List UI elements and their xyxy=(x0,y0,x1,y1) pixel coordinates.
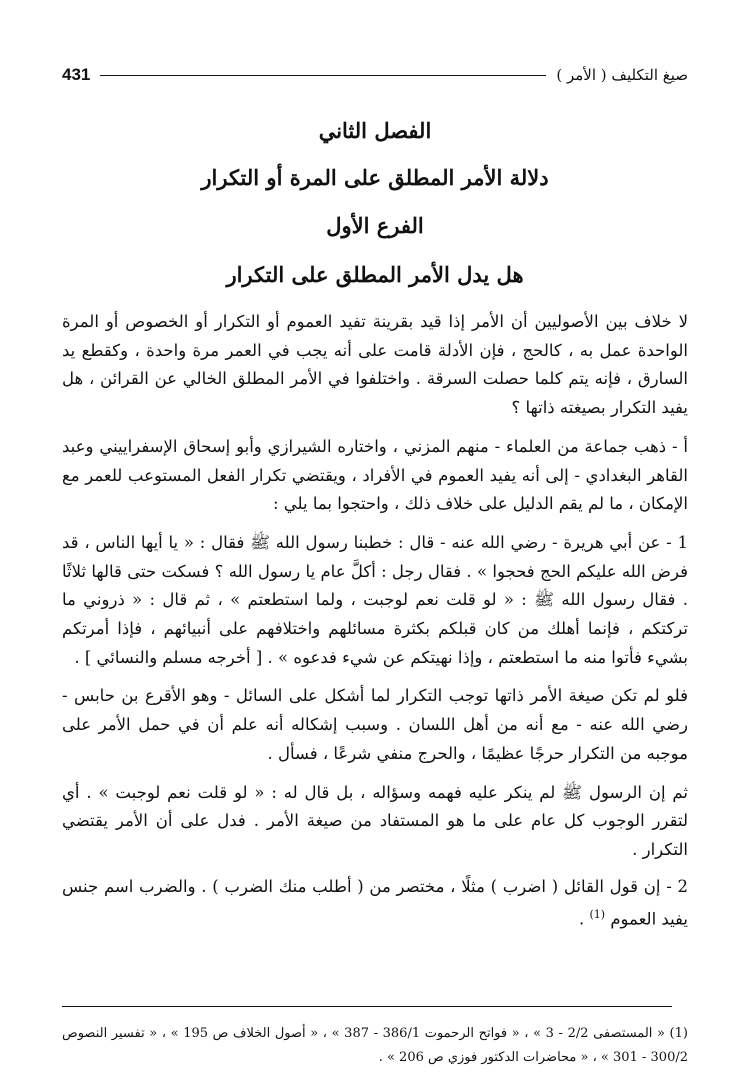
header-rule xyxy=(100,75,546,76)
body-text xyxy=(62,308,688,935)
paragraph-intro: لا خلاف بين الأصوليين أن الأمر إذا قيد بقرينة تفيد العموم أو التكرار أو الخصوص أو المرة الواحدة عمل به ، كالحج ، فإن الأدلة قامت على أنه يجب في العمر مرة واحدة ، وكقطع يد السارق ، فإنه يتم كلما حصلت السرقة . واختلفوا في الأمر المطلق الخالي عن القرائن ، هل يفيد التكرار بصيغته ذاتها ؟ xyxy=(62,312,688,418)
running-title: صيغ التكليف ( الأمر ) xyxy=(556,66,688,84)
paragraph-evidence-2-end: . xyxy=(578,909,590,929)
section-title: هل يدل الأمر المطلق على التكرار xyxy=(226,262,524,287)
running-header xyxy=(62,62,688,88)
footnote-divider xyxy=(62,1006,672,1007)
footnotes xyxy=(62,1022,688,1070)
paragraph-evidence-2-text: 2 - إن قول القائل ( اضرب ) مثلًا ، مختصر من ( أطلب منك الضرب ) . والضرب اسم جنس يفيد العموم xyxy=(62,876,688,929)
footnote-reference[interactable]: (1) xyxy=(589,908,606,922)
section-heading: الفرع الأول xyxy=(326,213,424,238)
chapter-title: دلالة الأمر المطلق على المرة أو التكرار xyxy=(201,165,549,190)
paragraph-conclusion: ثم إن الرسول ﷺ لم ينكر عليه فهمه وسؤاله ، بل قال له : « لو قلت نعم لوجبت » . أي لتقرر الوجوب كل عام على ما هو المستفاد من صيغة الأمر . فدل على أن الأمر يقتضي التكرار . xyxy=(62,782,688,859)
paragraph-evidence-1: 1 - عن أبي هريرة - رضي الله عنه - قال : خطبنا رسول الله ﷺ فقال : « يا أيها الناس ، قد فرض الله عليكم الحج فحجوا » . فقال رجل : أكلَّ عام يا رسول الله ؟ فسكت حتى قالها ثلاثًا . فقال رسول الله ﷺ : « لو قلت نعم لوجبت ، ولما استطعتم » ، ثم قال : « ذروني ما تركتكم ، فإنما أهلك من كان قبلكم بكثرة مسائلهم واختلافهم على أنبيائهم ، فإذا أمرتكم بشيء فأتوا منه ما استطعتم ، وإذا نهيتكم عن شيء فدعوه » . [ أخرجه مسلم والنسائي ] . xyxy=(62,532,688,667)
footnote-1: (1) « المستصفى 2/2 - 3 » ، « فواتح الرحموت 386/1 - 387 » ، « أصول الخلاف ص 195 » ، « تفسير النصوص 300/2 - 301 » ، « محاضرات الدكتور فوزي ص 206 » . xyxy=(62,1026,688,1065)
paragraph-opinion-a: أ - ذهب جماعة من العلماء - منهم المزني ، واختاره الشيرازي وأبو إسحاق الإسفراييني وعبد القاهر البغدادي - إلى أنه يفيد العموم في الأفراد ، ويقتضي تكرار الفعل المستوعب للعمر مع الإمكان ، ما لم يقم الدليل على خلاف ذلك ، واحتجوا بما يلي : xyxy=(62,436,688,514)
chapter-heading: الفصل الثاني xyxy=(318,118,432,143)
paragraph-evidence-2 xyxy=(62,873,688,935)
page-number: 431 xyxy=(62,65,91,84)
paragraph-argument: فلو لم تكن صيغة الأمر ذاتها توجب التكرار لما أشكل على السائل - وهو الأقرع بن حابس - رضي الله عنه - مع أنه من أهل اللسان . وسبب إشكاله أنه علم أن في حمل الأمر على موجبه من التكرار حرجًا عظيمًا ، والحرج منفي شرعًا ، فسأل . xyxy=(62,686,688,763)
